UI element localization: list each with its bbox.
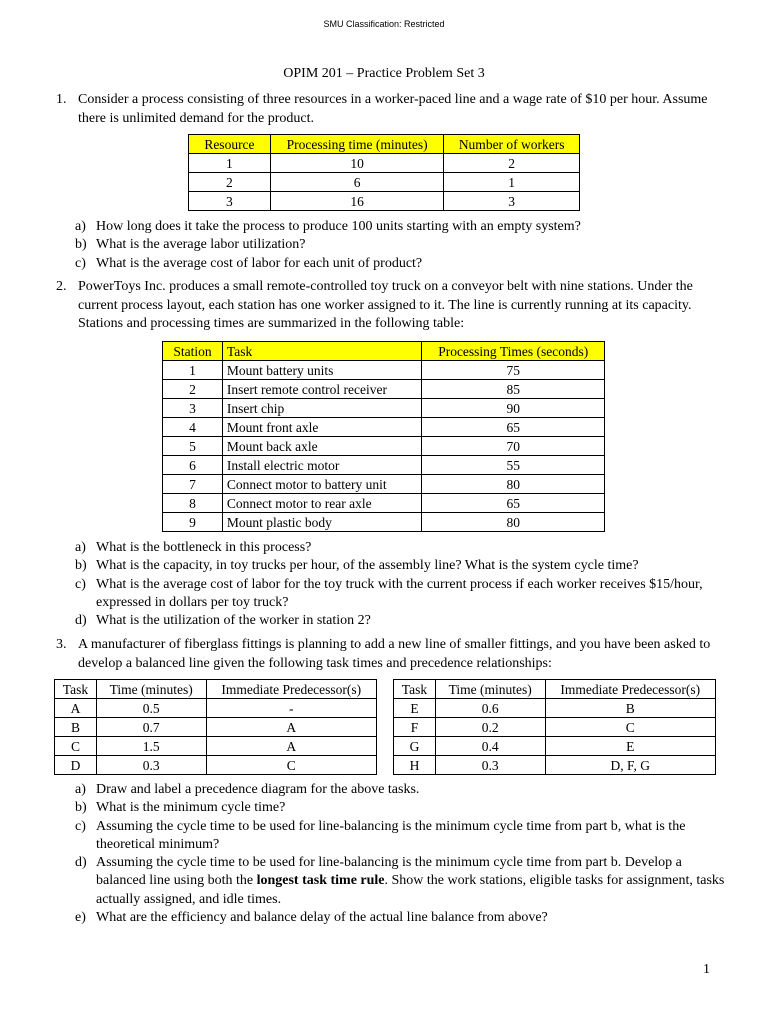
table-cell: 0.7 <box>96 718 206 737</box>
table-cell: Mount front axle <box>222 418 421 437</box>
table-cell: 8 <box>163 494 223 513</box>
table-cell: 3 <box>163 399 223 418</box>
table-row <box>394 756 716 775</box>
question-1-parts <box>75 218 725 273</box>
table-cell: 0.2 <box>435 718 545 737</box>
table-row <box>55 718 377 737</box>
table-cell: Connect motor to rear axle <box>222 494 421 513</box>
table-row <box>163 513 605 532</box>
table-cell: Insert remote control receiver <box>222 380 421 399</box>
sub-label: a) <box>75 219 86 234</box>
sub-text: What is the minimum cycle time? <box>96 800 286 816</box>
table-cell: 3 <box>189 192 271 211</box>
table-header: Processing time (minutes) <box>270 135 444 154</box>
sub-text: What is the bottleneck in this process? <box>96 540 312 555</box>
table-cell: Mount battery units <box>222 361 421 380</box>
table-cell: C <box>545 718 715 737</box>
sub-question <box>75 539 725 557</box>
table-header: Time (minutes) <box>96 680 206 699</box>
sub-text: What are the efficiency and balance delay of the actual line balance from above? <box>96 910 548 926</box>
sub-question <box>75 612 725 630</box>
table-cell: 1 <box>163 361 223 380</box>
question-1 <box>56 91 716 128</box>
sub-label: d) <box>75 855 87 871</box>
table-cell: B <box>55 718 97 737</box>
table-cell: 80 <box>422 475 605 494</box>
sub-label: e) <box>75 910 86 926</box>
table-cell: H <box>394 756 436 775</box>
table-row <box>189 154 580 173</box>
table-row <box>163 494 605 513</box>
question-number: 3. <box>56 637 67 652</box>
question-number: 2. <box>56 279 67 294</box>
table-cell: E <box>394 699 436 718</box>
table-row <box>163 380 605 399</box>
sub-label: c) <box>75 818 86 834</box>
table-cell: 2 <box>444 154 580 173</box>
table-cell: 0.3 <box>96 756 206 775</box>
table-row <box>163 456 605 475</box>
table-cell: 0.3 <box>435 756 545 775</box>
question-text: PowerToys Inc. produces a small remote-controlled toy truck on a conveyor belt with nine stations. Under the current process layout, each station has one worker assigned to it. The line is currently running at its capacity. Stations and processing times are summarized in the following table: <box>78 279 693 331</box>
sub-question <box>75 576 725 613</box>
resource-table <box>188 134 580 211</box>
table-cell: D, F, G <box>545 756 715 775</box>
question-text: A manufacturer of fiberglass fittings is planning to add a new line of smaller fittings, and you have been asked to develop a balanced line given the following task times and precedence relationships: <box>78 637 711 671</box>
table-cell: E <box>545 737 715 756</box>
sub-question <box>75 557 725 575</box>
table-cell: 75 <box>422 361 605 380</box>
table-cell: D <box>55 756 97 775</box>
table-cell: 0.4 <box>435 737 545 756</box>
sub-question <box>75 909 725 927</box>
table-cell: A <box>55 699 97 718</box>
table-header: Station <box>163 342 223 361</box>
table-cell: F <box>394 718 436 737</box>
table-header: Immediate Predecessor(s) <box>545 680 715 699</box>
sub-question <box>75 781 725 799</box>
table-row <box>394 699 716 718</box>
sub-label: b) <box>75 800 87 816</box>
page-title: OPIM 201 – Practice Problem Set 3 <box>283 66 485 81</box>
sub-label: c) <box>75 255 86 271</box>
table-cell: A <box>206 737 376 756</box>
table-row <box>163 399 605 418</box>
table-row <box>55 756 377 775</box>
sub-text: What is the average cost of labor for the toy truck with the current process if each worker receives $15/hour, expressed in dollars per toy truck? <box>96 576 703 610</box>
table-row <box>189 173 580 192</box>
question-3-parts <box>75 781 725 927</box>
sub-text-bold: longest task time rule <box>256 873 385 889</box>
table-row <box>163 475 605 494</box>
table-header: Processing Times (seconds) <box>422 342 605 361</box>
sub-question <box>75 236 725 254</box>
sub-question <box>75 818 725 855</box>
sub-text: What is the average cost of labor for each unit of product? <box>96 255 423 271</box>
sub-text-post: . Show the work stations, eligible tasks for assignment, tasks actually assigned, and idle times. <box>96 873 725 907</box>
table-cell: B <box>545 699 715 718</box>
question-text: Consider a process consisting of three resources in a worker-paced line and a wage rate of $10 per hour. Assume there is unlimited demand for the product. <box>78 92 708 126</box>
table-cell: 80 <box>422 513 605 532</box>
sub-text: What is the utilization of the worker in station 2? <box>96 613 371 629</box>
table-cell: A <box>206 718 376 737</box>
table-header: Resource <box>189 135 271 154</box>
table-row <box>394 718 716 737</box>
sub-label: b) <box>75 237 87 253</box>
table-row <box>394 737 716 756</box>
table-cell: 10 <box>270 154 444 173</box>
table-header: Immediate Predecessor(s) <box>206 680 376 699</box>
table-cell: Mount plastic body <box>222 513 421 532</box>
table-cell: 65 <box>422 494 605 513</box>
table-cell: Mount back axle <box>222 437 421 456</box>
page-number: 1 <box>703 962 710 977</box>
table-cell: 2 <box>163 380 223 399</box>
question-3 <box>56 636 716 673</box>
table-cell: 1 <box>444 173 580 192</box>
table-header: Task <box>222 342 421 361</box>
classification-label: SMU Classification: Restricted <box>323 19 445 29</box>
table-cell: - <box>206 699 376 718</box>
table-cell: C <box>206 756 376 775</box>
table-header: Task <box>394 680 436 699</box>
table-cell: 2 <box>189 173 271 192</box>
table-cell: 3 <box>444 192 580 211</box>
sub-label: b) <box>75 558 87 574</box>
table-cell: G <box>394 737 436 756</box>
sub-text: Draw and label a precedence diagram for the above tasks. <box>96 782 420 797</box>
task-table-left <box>54 679 377 775</box>
table-cell: 5 <box>163 437 223 456</box>
table-cell: 7 <box>163 475 223 494</box>
table-cell: 1 <box>189 154 271 173</box>
table-row <box>55 699 377 718</box>
table-cell: 70 <box>422 437 605 456</box>
table-cell: Install electric motor <box>222 456 421 475</box>
sub-text: How long does it take the process to produce 100 units starting with an empty system? <box>96 219 581 234</box>
table-cell: Insert chip <box>222 399 421 418</box>
table-cell: C <box>55 737 97 756</box>
table-row <box>55 737 377 756</box>
table-cell: 90 <box>422 399 605 418</box>
sub-text: What is the average labor utilization? <box>96 237 306 253</box>
table-cell: 0.5 <box>96 699 206 718</box>
sub-label: c) <box>75 576 86 592</box>
sub-question <box>75 255 725 273</box>
question-2 <box>56 278 716 334</box>
table-cell: 0.6 <box>435 699 545 718</box>
table-row <box>163 437 605 456</box>
table-row <box>163 361 605 380</box>
sub-question <box>75 854 725 909</box>
table-cell: 6 <box>270 173 444 192</box>
table-cell: Connect motor to battery unit <box>222 475 421 494</box>
table-header: Task <box>55 680 97 699</box>
sub-text: What is the capacity, in toy trucks per hour, of the assembly line? What is the system cycle time? <box>96 558 639 574</box>
table-header: Number of workers <box>444 135 580 154</box>
table-cell: 16 <box>270 192 444 211</box>
table-cell: 6 <box>163 456 223 475</box>
table-cell: 55 <box>422 456 605 475</box>
table-cell: 85 <box>422 380 605 399</box>
table-cell: 4 <box>163 418 223 437</box>
table-header: Time (minutes) <box>435 680 545 699</box>
table-cell: 9 <box>163 513 223 532</box>
sub-label: a) <box>75 782 86 797</box>
sub-label: a) <box>75 540 86 555</box>
sub-text: Assuming the cycle time to be used for line-balancing is the minimum cycle time from part b, what is the theoretical minimum? <box>96 818 686 852</box>
sub-question <box>75 799 725 817</box>
sub-text-pre: Assuming the cycle time to be used for line-balancing is the minimum cycle time from part b. Develop a balanced line using both the <box>96 855 682 889</box>
table-cell: 65 <box>422 418 605 437</box>
task-table-right <box>393 679 716 775</box>
station-table <box>162 341 605 532</box>
sub-label: d) <box>75 613 87 629</box>
table-row <box>163 418 605 437</box>
table-row <box>189 192 580 211</box>
question-2-parts <box>75 539 725 630</box>
sub-question <box>75 218 725 236</box>
table-cell: 1.5 <box>96 737 206 756</box>
question-number: 1. <box>56 92 67 107</box>
